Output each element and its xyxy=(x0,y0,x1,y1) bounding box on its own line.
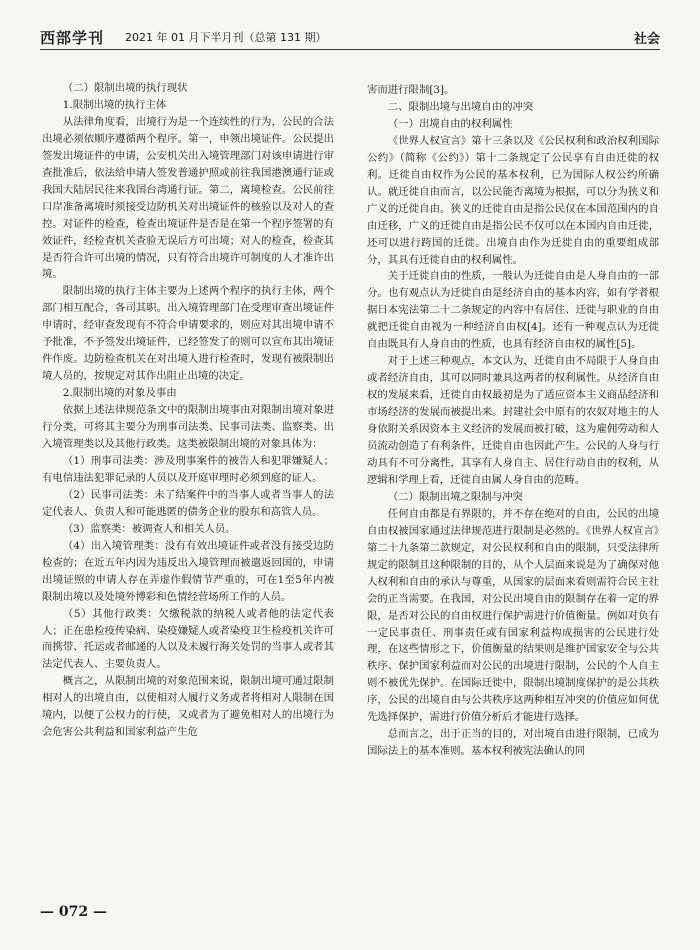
section-heading: 1.限制出境的执行主体 xyxy=(62,98,167,111)
section-label: 社会 xyxy=(633,32,660,47)
paragraph: 害而进行限制[3]。 xyxy=(367,84,455,96)
paragraph: 总而言之，出于正当的目的，对出境自由进行限制，已成为国际法上的基本准则。基本权利被宪法确认的同 xyxy=(367,728,659,758)
paragraph: （5）其他行政类：欠缴税款的纳税人或者他的法定代表人；正在患检疫传染病、染疫嫌疑人或者染疫卫生检疫机关许可而携带、托运或者邮递的人以及未履行海关处罚的当事人或者其法定代表人、主要负责人。 xyxy=(42,607,334,671)
section-heading: （一）出境自由的权利属性 xyxy=(387,117,513,130)
section-heading: （二）限制出境的执行现状 xyxy=(62,82,188,94)
paragraph: （1）刑事司法类：涉及刑事案件的被告人和犯罪嫌疑人；有电信违法犯罪记录的人员以及开庭审理时必须到庭的证人。 xyxy=(42,454,334,484)
paragraph: （3）监察类：被调查人和相关人员。 xyxy=(62,522,236,535)
section-heading: 2.限制出境的对象及事由 xyxy=(62,387,177,400)
paragraph: 依据上述法律规范条文中的限制出境事由对限制出境对象进行分类，可将其主要分为刑事司法类、民事司法类、监察类、出入境管理类以及其他行政类。这类被限制出境的对象具体为： xyxy=(42,404,334,451)
paragraph: 概言之，从限制出境的对象范围来说，限制出境可通过限制相对人的出境自由，以使相对人履行义务或者将相对人限制在国境内，以便了公权力的行使，又或者为了避免相对人的出境行为会危害公共利益和国家利益产生危 xyxy=(42,675,334,739)
paragraph: 从法律角度看，出境行为是一个连续性的行为，公民的合法出境必须依顺序遵循两个程序。第一，申领出境证件。公民提出签发出境证件的申请，公安机关出入境管理部门对该申请进行审查批准后，依法给申请人签发普通护照或前往我国港澳通行证或我国大陆居民往来我国台湾通行证。第二，离境检查。公民前往口岸准备离境时须接受边防机关对出境证件的核验以及对人的查控。对证件的检查，检查出境证件是否是在第一个程序签署的有效证件，经检查机关查验无误后方可出境；对人的检查，检查其是否符合许可出境的情况，只有符合出境许可制度的人才准许出境。 xyxy=(42,115,334,281)
right-column xyxy=(367,82,659,760)
paragraph: 关于迁徙自由的性质，一般认为迁徙自由是人身自由的一部分。也有观点认为迁徙自由是经济自由的基本内容，如有学者根据日本宪法第二十二条规定的内容中有居住、迁徙与职业的自由就把迁徙自由视为一种经济自由权[4]。还有一种观点认为迁徙自由既具有人身自由的性质，也具有经济自由权的属性[5]。 xyxy=(367,270,659,351)
section-heading: 二、限制出境与出境自由的冲突 xyxy=(387,100,534,113)
paragraph: 对于上述三种观点，本文认为，迁徙自由不局限于人身自由或者经济自由，其可以同时兼具这两者的权利属性。从经济自由权的发展来看，迁徙自由权最初是为了适应资本主义商品经济和市场经济的发展而被提出来。封建社会中原有的农奴对地主的人身依附关系因资本主义经济的发展而被打破，这为雇佣劳动和人员流动创造了有利条件，迁徙自由也因此产生。公民的人身与行动具有不可分离性，其享有人身自主、居住行动自由的权利，从逻辑和学理上看，迁徙自由属人身自由的范畴。 xyxy=(367,355,659,486)
page-header xyxy=(40,25,660,50)
paragraph: （4）出入境管理类：没有有效出境证件或者没有接受边防检查的；在近五年内因为违反出入境管理而被遣返回国的，申请出境证照的申请人存在弄虚作假情节严重的，可在1至5年内被限制出境以及处境外博彩和色情经营场所工作的人员。 xyxy=(42,539,334,603)
paragraph: 《世界人权宣言》第十三条以及《公民权利和政治权利国际公约》（简称《公约》）第十二条规定了公民享有自由迁徙的权利。迁徙自由权作为公民的基本权利，已为国际人权公约所确认。就迁徙自由而言，以公民能否离境为根据，可以分为狭义和广义的迁徙自由。狭义的迁徙自由是指公民仅在本国范围内的自由迁移，广义的迁徙自由是指公民不仅可以在本国内自由迁徙，还可以进行跨国的迁徙。出境自由作为迁徙自由的重要组成部分，其具有迁徙自由的权利属性。 xyxy=(367,134,659,266)
section-heading: （二）限制出境之限制与冲突 xyxy=(387,490,523,503)
page-number: — 072 — xyxy=(40,904,107,920)
paragraph: （2）民事司法类：未了结案件中的当事人或者当事人的法定代表人、负责人和可能逃匿的债务企业的股东和高管人员。 xyxy=(42,488,334,518)
paragraph: 任何自由都是有界限的，并不存在绝对的自由，公民的出境自由权被国家通过法律规范进行限制是必然的。《世界人权宣言》第二十九条第二款规定，对公民权利和自由的限制，只受法律所规定的限制且这种限制的目的，从个人层面来说是为了确保对他人权利和自由的承认与尊重，从国家的层面来看则需符合民主社会的正当需要。在我国，对公民出境自由的限制存在着一定的界限，是否对公民的自由权进行保护需进行价值衡量。例如对负有一定民事责任、刑事责任或有国家利益构成损害的公民进行处理，在这些情形之下，价值衡量的结果则是维护国家安全与公共秩序、保护国家利益而对公民的出境进行限制，公民的个人自主则不被优先保护。在国际迁徙中，限制出境制度保护的是公共秩序，公民的出境自由与公共秩序这两种相互冲突的价值应如何优先选择保护，需进行价值分析后才能进行选择。 xyxy=(367,507,659,724)
paragraph: 限制出境的执行主体主要为上述两个程序的执行主体，两个部门相互配合，各司其职。出入境管理部门在受理审查出境证件申请时，经审查发现有不符合申请要求的，则应对其出境申请不予批准，不予签发出境证件，已经签发了的则可以宣布其出境证件作废。边防检查机关在对出境人进行检查时，发现有被限制出境人员的，按规定对其作出阻止出境的决定。 xyxy=(42,285,334,383)
journal-logo: 西部学刊 xyxy=(40,29,105,47)
left-column xyxy=(42,80,334,741)
issue-info: 2021 年 01 月下半月刊（总第 131 期） xyxy=(125,31,327,44)
